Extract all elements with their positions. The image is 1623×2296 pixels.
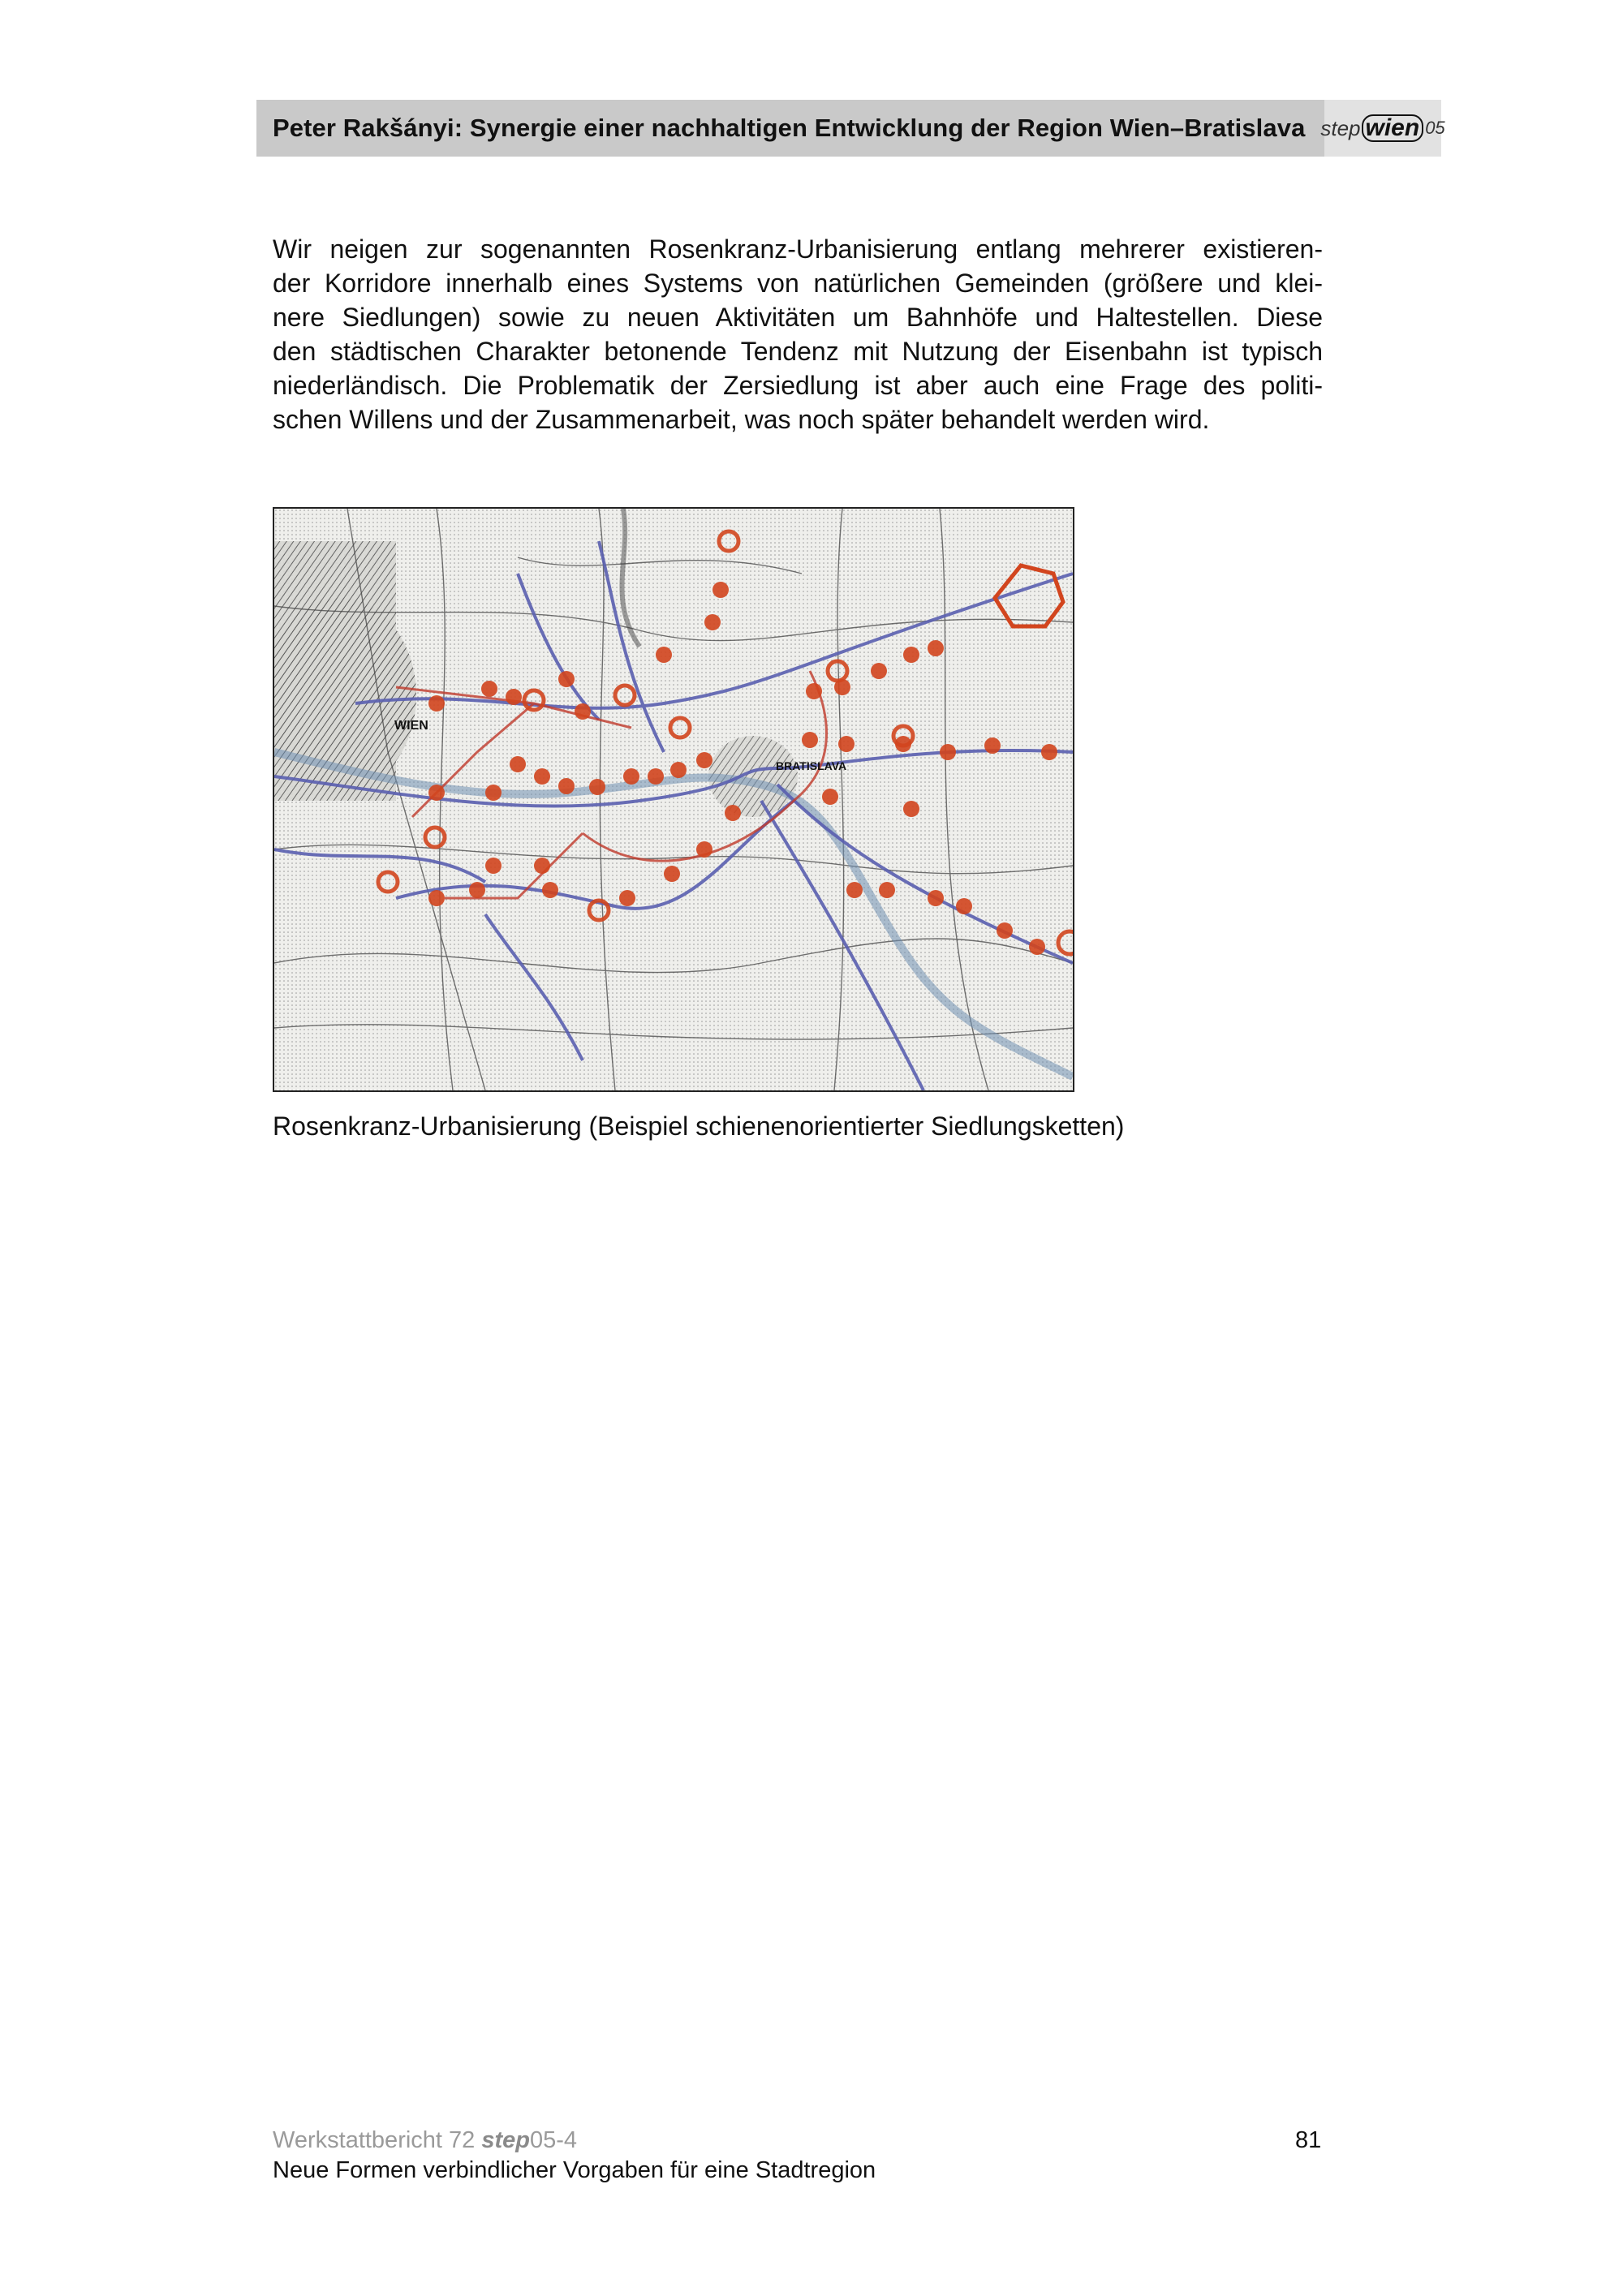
logo-number: 05 (1425, 118, 1445, 138)
map-label-wien: WIEN (394, 719, 428, 733)
settlement-dot (903, 801, 919, 817)
settlement-dot (725, 805, 741, 821)
settlement-dot (903, 647, 919, 663)
footer (273, 2126, 876, 2186)
paragraph-line: niederländisch. Die Problematik der Zersiedlung ist aber auch eine Frage des politi- (273, 371, 1323, 400)
settlement-dot (984, 737, 1001, 754)
footer-line-1 (273, 2126, 876, 2156)
settlement-dot (542, 882, 558, 898)
settlement-dot (871, 663, 887, 679)
settlement-dot (822, 789, 838, 805)
page-number: 81 (1295, 2127, 1322, 2153)
running-header (256, 100, 1324, 157)
settlement-dot (802, 732, 818, 748)
settlement-dot (485, 858, 502, 874)
header-title: Peter Rakšányi: Synergie einer nachhaltigen Entwicklung der Region Wien–Bratislava (273, 114, 1306, 142)
settlement-dot (558, 778, 575, 794)
settlement-dot (940, 744, 956, 760)
settlement-dot (648, 768, 664, 785)
settlement-dot (846, 882, 863, 898)
settlement-dot (428, 695, 445, 712)
footer-line-2: Neue Formen verbindlicher Vorgaben für eine Stadtregion (273, 2157, 876, 2183)
settlement-dot (712, 582, 729, 598)
settlement-dot (879, 882, 895, 898)
settlement-dot (589, 779, 605, 795)
settlement-dot (510, 756, 526, 772)
settlement-dot (997, 922, 1013, 939)
settlement-dot (534, 768, 550, 785)
footer-series: 05-4 (530, 2127, 578, 2153)
settlement-dot (558, 671, 575, 687)
settlement-dot (704, 614, 721, 630)
paragraph-line: den städtischen Charakter betonende Tendenz mit Nutzung der Eisenbahn ist typisch (273, 337, 1323, 366)
settlement-dot (506, 689, 522, 705)
settlement-dot (696, 841, 712, 858)
settlement-map-figure (273, 507, 1074, 1092)
settlement-dot (928, 890, 944, 906)
settlement-dot (1029, 939, 1045, 955)
paragraph-line: schen Willens und der Zusammenarbeit, was noch später behandelt werden wird. (273, 405, 1210, 434)
stepwien-logo (1320, 100, 1445, 157)
settlement-dot (619, 890, 635, 906)
paragraph-line: Wir neigen zur sogenannten Rosenkranz-Urbanisierung entlang mehrerer existieren- (273, 234, 1323, 264)
settlement-dot (956, 898, 972, 914)
settlement-dot (623, 768, 639, 785)
map-label-bratislava: BRATISLAVA (776, 759, 847, 772)
settlement-dot (428, 785, 445, 801)
settlement-dot (838, 736, 855, 752)
logo-wien: wien (1362, 114, 1424, 142)
settlement-dot (575, 703, 591, 720)
figure-caption: Rosenkranz-Urbanisierung (Beispiel schienenorientierter Siedlungsketten) (273, 1111, 1125, 1141)
paragraph-line: der Korridore innerhalb eines Systems von natürlichen Gemeinden (größere und klei- (273, 269, 1323, 298)
settlement-dot (485, 785, 502, 801)
settlement-dot (670, 762, 687, 778)
settlement-dot (656, 647, 672, 663)
paragraph-line: nere Siedlungen) sowie zu neuen Aktivitäten um Bahnhöfe und Haltestellen. Diese (273, 303, 1323, 332)
settlement-dot (469, 882, 485, 898)
footer-brand: step (481, 2127, 530, 2153)
settlement-dot (1041, 744, 1057, 760)
settlement-dot (428, 890, 445, 906)
settlement-dot (696, 752, 712, 768)
settlement-dot (928, 640, 944, 656)
settlement-dot (806, 683, 822, 699)
settlement-dot (481, 681, 497, 697)
map-illustration (274, 509, 1073, 1090)
vienna-urban-area (274, 541, 416, 801)
settlement-dot (534, 858, 550, 874)
body-paragraph (273, 232, 1323, 436)
footer-report: Werkstattbericht 72 (273, 2127, 482, 2153)
settlement-dot (664, 866, 680, 882)
logo-step: step (1320, 115, 1361, 140)
